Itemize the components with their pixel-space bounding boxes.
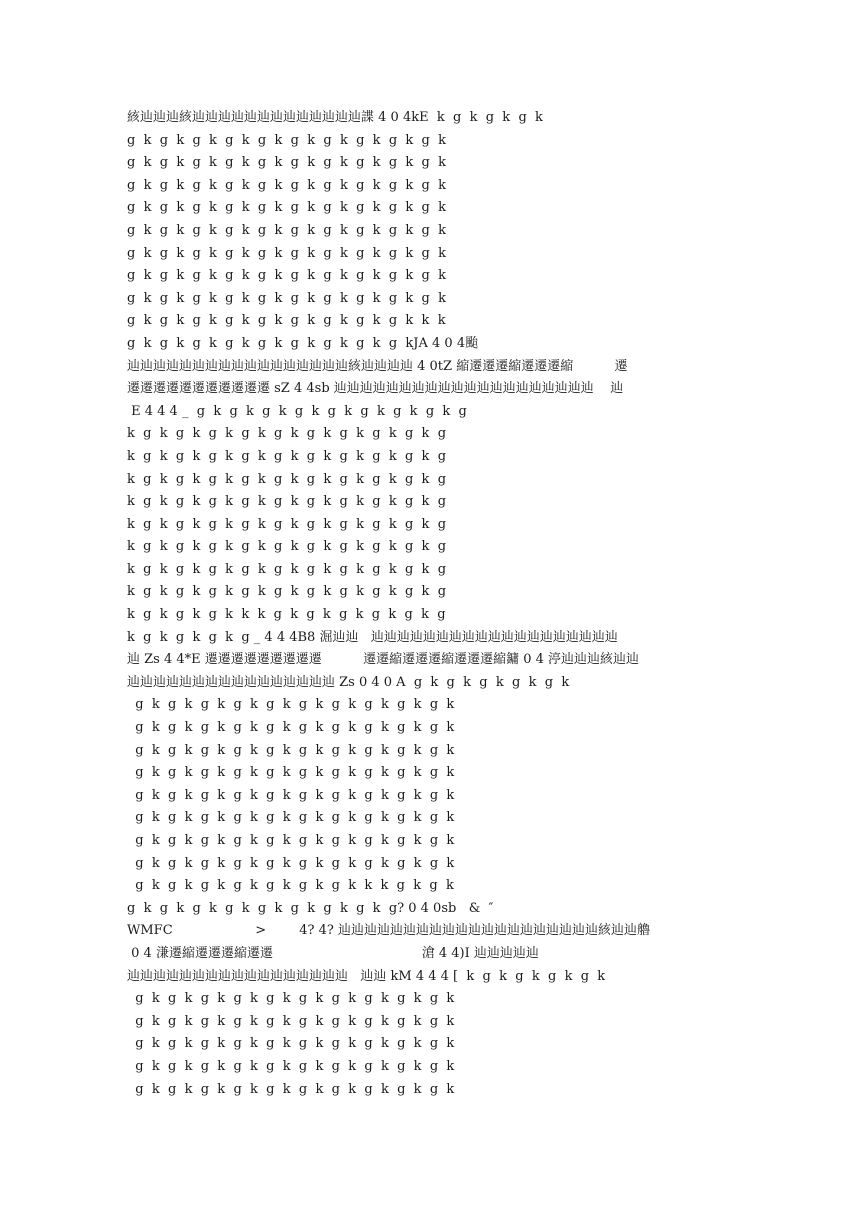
text-line: g k g k g k g k g k g k g k g k g k g k (127, 697, 455, 713)
text-line: k g k g k g k g k g k g k g k g k g k g (127, 516, 447, 532)
text-line: g k g k g k g k g k g k g k g k g k g k (127, 1013, 455, 1029)
text-line: WMFC > 4? 4? 辿辿辿辿辿辿辿辿辿辿辿辿辿辿辿辿辿辿辿辿絯辿辿艪 (127, 923, 650, 939)
text-line: E 4 4 4 _ g k g k g k g k g k g k g k g k g (127, 403, 467, 419)
text-line: g k g k g k g k g k g k g k g k g k g k (127, 765, 455, 781)
text-line: g k g k g k g k g k g k g k g k g k g k (127, 1036, 455, 1052)
garbled-text-body (127, 107, 738, 1101)
text-line: g k g k g k g k g k g k g k g k g k g k (127, 787, 455, 803)
text-line: g k g k g k g k g k g k g k g k g k g k (127, 290, 447, 306)
text-line: k g k g k g k g k g k g k g k g k g k g (127, 494, 447, 510)
text-line: 遷遷遷遷遷遷遷遷遷遷遷 sZ 4 4sb 辿辿辿辿辿辿辿辿辿辿辿辿辿辿辿辿辿辿辿辿 辿 (127, 381, 624, 397)
text-line: g k g k g k g k g k g k g k g k g k g k (127, 200, 447, 216)
text-line: g k g k g k g k g k g k g k g k g k g k (127, 991, 455, 1007)
text-line: 辿辿辿辿辿辿辿辿辿辿辿辿辿辿辿辿辿絯辿辿辿辿 4 0tZ 縮遷遷遷縮遷遷遷縮 遷 (127, 358, 628, 374)
text-line: g k g k g k g k g k g k g k g k g k g k (127, 268, 447, 284)
text-line: k g k g k g k g k g k g k g k g k g k g (127, 539, 447, 555)
text-line: g k g k g k g k g k g k g k g k g k g k (127, 222, 447, 238)
text-line: g k g k g k g k g k g k g k g k g? 0 4 0sb & ″ (127, 900, 494, 916)
text-line: 辿辿辿辿辿辿辿辿辿辿辿辿辿辿辿辿 Zs 0 4 0 A g k g k g k g k g k (127, 674, 570, 690)
text-line: g k g k g k g k g k g k g k k k g k g k (127, 878, 454, 894)
text-line: k g k g k g k g k g k g k g k g k g k g (127, 584, 447, 600)
text-line: k g k g k g k g k g k g k g k g k g k g (127, 448, 447, 464)
text-line: g k g k g k g k g k g k g k g k g k k k (127, 313, 446, 329)
text-line: g k g k g k g k g k g k g k g k g k g k (127, 1081, 455, 1097)
text-line: 辿辿辿辿辿辿辿辿辿辿辿辿辿辿辿辿辿 辿辿 kM 4 4 4 [ k g k g k g k g k (127, 968, 606, 984)
text-line: g k g k g k g k g k g k g k g k g k g k (127, 1058, 455, 1074)
text-line: k g k g k g k k k g k g k g k g k g k g (127, 607, 446, 623)
text-line: k g k g k g k g k g k g k g k g k g k g (127, 426, 447, 442)
text-line: 0 4 溓遷縮遷遷遷縮遷遷 滄 4 4)I 辿辿辿辿辿 (127, 945, 539, 961)
text-line: g k g k g k g k g k g k g k g k g k g k (127, 177, 447, 193)
text-line: g k g k g k g k g k g k g k g k g k g k (127, 132, 447, 148)
text-line: g k g k g k g k g k g k g k g k g k g k (127, 833, 455, 848)
text-line: k g k g k g k g _ 4 4 4B8 淈辿辿 辿辿辿辿辿辿辿辿辿辿辿辿辿辿辿辿辿辿辿 (127, 629, 618, 645)
text-line: g k g k g k g k g k g k g k g k g k g k (127, 855, 455, 871)
text-line: 辿 Zs 4 4*E 遷遷遷遷遷遷遷遷遷 遷遷縮遷遷遷縮遷遷遷縮鏞 0 4 渟辿辿辿絯辿辿 (127, 652, 640, 668)
text-line: g k g k g k g k g k g k g k g k g k g k (127, 742, 455, 758)
text-line: 絯辿辿辿絯辿辿辿辿辿辿辿辿辿辿辿辿辿諜 4 0 4kE k g k g k g k (127, 110, 543, 125)
text-line: g k g k g k g k g k g k g k g k g k g k (127, 720, 455, 736)
text-line: g k g k g k g k g k g k g k g k g kJA 4 0 4颱 (127, 335, 479, 351)
text-line: k g k g k g k g k g k g k g k g k g k g (127, 561, 447, 577)
text-line: k g k g k g k g k g k g k g k g k g k g (127, 471, 447, 487)
text-line: g k g k g k g k g k g k g k g k g k g k (127, 245, 447, 261)
text-line: g k g k g k g k g k g k g k g k g k g k (127, 810, 455, 826)
text-line: g k g k g k g k g k g k g k g k g k g k (127, 155, 447, 171)
